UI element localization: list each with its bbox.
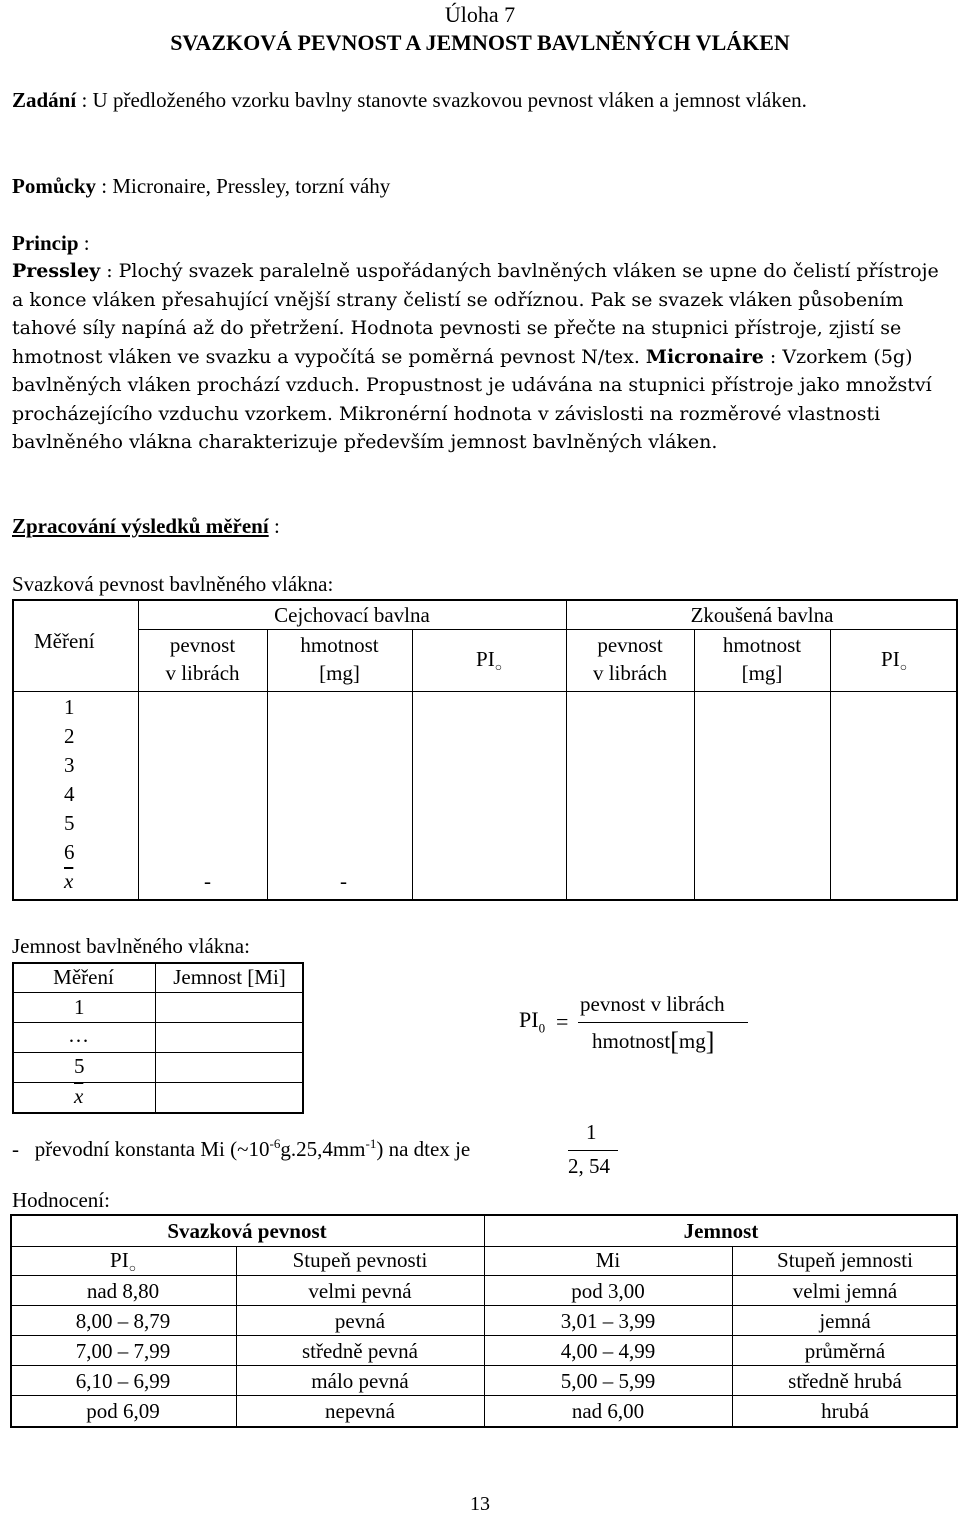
col-pi: $PI_○$ xyxy=(110,1248,136,1276)
principle-heading xyxy=(12,229,952,258)
assignment xyxy=(12,86,952,115)
task-number: Úloha 7 xyxy=(444,2,516,27)
table-cell: pod 3,00 xyxy=(571,1279,645,1303)
table-row: 1 xyxy=(64,695,75,719)
formula-denominator: hmotnost[mg] xyxy=(592,1027,715,1056)
pressley-text: : Plochý svazek paralelně uspořádaných bavlněných vláken se upne do čelistí přístroje a konce vláken přesahující vnější strany čelistí se odříznou. Pak se svazek vláken působením tahové síly napíná až do přetržení. Hodnota pevnosti se přečte na stupnici přístroje, zjistí se hmotnost vláken ve svazku a vypočítá se poměrná pevnost N/tex. xyxy=(12,260,939,368)
table-cell: 7,00 – 7,99 xyxy=(75,1339,171,1363)
table-row: 5 xyxy=(74,1054,85,1078)
table-row: 2 xyxy=(64,724,75,748)
micronaire-text: : Vzorkem (5g) bavlněných vláken prochází vzduch. Propustnost je udávána na stupnici přístroje jako množství procházejícího vzduchu vzorkem. Mikronérní hodnota v závislosti na rozměrové vlastnosti bavlněného vlákna charakterizuje především jemnost bavlněných vláken. xyxy=(12,345,932,453)
col-fineness: Jemnost [Mi] xyxy=(173,965,286,989)
assignment-text: : U předloženého vzorku bavlny stanovte svazkovou pevnost vláken a jemnost vláken. xyxy=(81,88,807,112)
table-cell: nad 8,80 xyxy=(86,1279,160,1303)
table-cell: středně pevná xyxy=(301,1339,419,1363)
table-cell: 5,00 – 5,99 xyxy=(560,1369,656,1393)
formula-numerator: pevnost v librách xyxy=(580,992,725,1016)
table-cell: středně hrubá xyxy=(788,1369,902,1393)
table-cell: velmi jemná xyxy=(792,1279,898,1303)
tools-text: : Micronaire, Pressley, torzní váhy xyxy=(101,174,391,198)
table-cell: pod 6,09 xyxy=(86,1399,160,1423)
col-strength-grade: Stupeň pevnosti xyxy=(292,1248,428,1272)
principle-colon: : xyxy=(83,231,90,255)
table-row: 1 xyxy=(74,995,85,1019)
table-cell: 4,00 – 4,99 xyxy=(560,1339,656,1363)
processing-heading xyxy=(12,514,280,539)
principle-body xyxy=(12,257,952,457)
table-cell: 8,00 – 8,79 xyxy=(75,1309,171,1333)
evaluation-table xyxy=(10,1214,958,1428)
table-cell: nepevná xyxy=(325,1399,395,1423)
col-mi: Mi xyxy=(595,1248,621,1272)
table-cell: málo pevná xyxy=(311,1369,409,1393)
conversion-note: - převodní konstanta Mi $(\sim 10^{-6}g.25,4mm^{-1})$ na dtex je xyxy=(12,1136,471,1161)
col-strength-cal-1: pevnost xyxy=(169,633,236,657)
strength-table xyxy=(12,599,958,901)
table-row: 6 xyxy=(64,840,75,864)
strength-caption: Svazková pevnost bavlněného vlákna: xyxy=(12,572,334,596)
processing-colon: : xyxy=(273,514,280,538)
conversion-frac-den: 2, 54 xyxy=(568,1154,610,1178)
assignment-label: Zadání xyxy=(12,88,77,112)
fineness-table xyxy=(12,962,304,1114)
group-calibration: Cejchovací bavlna xyxy=(274,603,430,627)
formula-eq: = xyxy=(556,1009,569,1034)
group-tested: Zkoušená bavlna xyxy=(690,603,834,627)
table-cell: hrubá xyxy=(821,1399,869,1423)
table-cell: 6,10 – 6,99 xyxy=(75,1369,171,1393)
micronaire-label: Micronaire xyxy=(645,345,764,368)
table-cell: nad 6,00 xyxy=(571,1399,645,1423)
page-number: 13 xyxy=(470,1493,490,1515)
tools-label: Pomůcky xyxy=(12,174,96,198)
mean-row-label: $\overline{x}$ xyxy=(74,1084,84,1108)
table-row: 3 xyxy=(64,753,75,777)
col-strength-cal-2: v librách xyxy=(165,661,240,685)
page-title: SVAZKOVÁ PEVNOST A JEMNOST BAVLNĚNÝCH VLÁKEN xyxy=(170,30,790,55)
mean-row-label: $\overline{x}$ xyxy=(64,869,74,893)
col-mass-test-2: [mg] xyxy=(741,661,783,685)
processing-label: Zpracování výsledků měření xyxy=(12,514,269,538)
mean-dash-mass: - xyxy=(340,869,347,893)
col-mass-cal-1: hmotnost xyxy=(300,633,379,657)
table-row: … xyxy=(68,1023,89,1047)
table-row: 4 xyxy=(64,782,75,806)
col-strength-test-1: pevnost xyxy=(597,633,663,657)
formula-lhs: $PI_0$ xyxy=(519,1007,546,1036)
group-fineness: Jemnost xyxy=(683,1219,759,1243)
col-pi-test: $PI_○$ xyxy=(881,647,907,675)
fineness-caption: Jemnost bavlněného vlákna: xyxy=(12,934,250,958)
col-measurement: Měření xyxy=(53,965,114,989)
col-mass-test-1: hmotnost xyxy=(722,633,802,657)
table-cell: pevná xyxy=(334,1309,386,1333)
col-fineness-grade: Stupeň jemnosti xyxy=(777,1248,913,1272)
conversion-frac-num: 1 xyxy=(586,1120,597,1144)
table-cell: průměrná xyxy=(804,1339,886,1363)
principle-label: Princip xyxy=(12,231,79,255)
col-pi-cal: $PI_○$ xyxy=(476,647,502,675)
evaluation-label: Hodnocení: xyxy=(12,1188,110,1212)
col-measurement: Měření xyxy=(34,629,95,653)
mean-dash-strength: - xyxy=(204,869,211,893)
pressley-label: Pressley xyxy=(12,260,101,282)
col-strength-test-2: v librách xyxy=(592,661,668,685)
table-cell: 3,01 – 3,99 xyxy=(560,1309,656,1333)
tools xyxy=(12,172,952,201)
table-row: 5 xyxy=(64,811,75,835)
col-mass-cal-2: [mg] xyxy=(319,661,360,685)
table-cell: jemná xyxy=(819,1309,871,1333)
table-cell: velmi pevná xyxy=(308,1279,412,1303)
group-strength: Svazková pevnost xyxy=(167,1219,327,1243)
